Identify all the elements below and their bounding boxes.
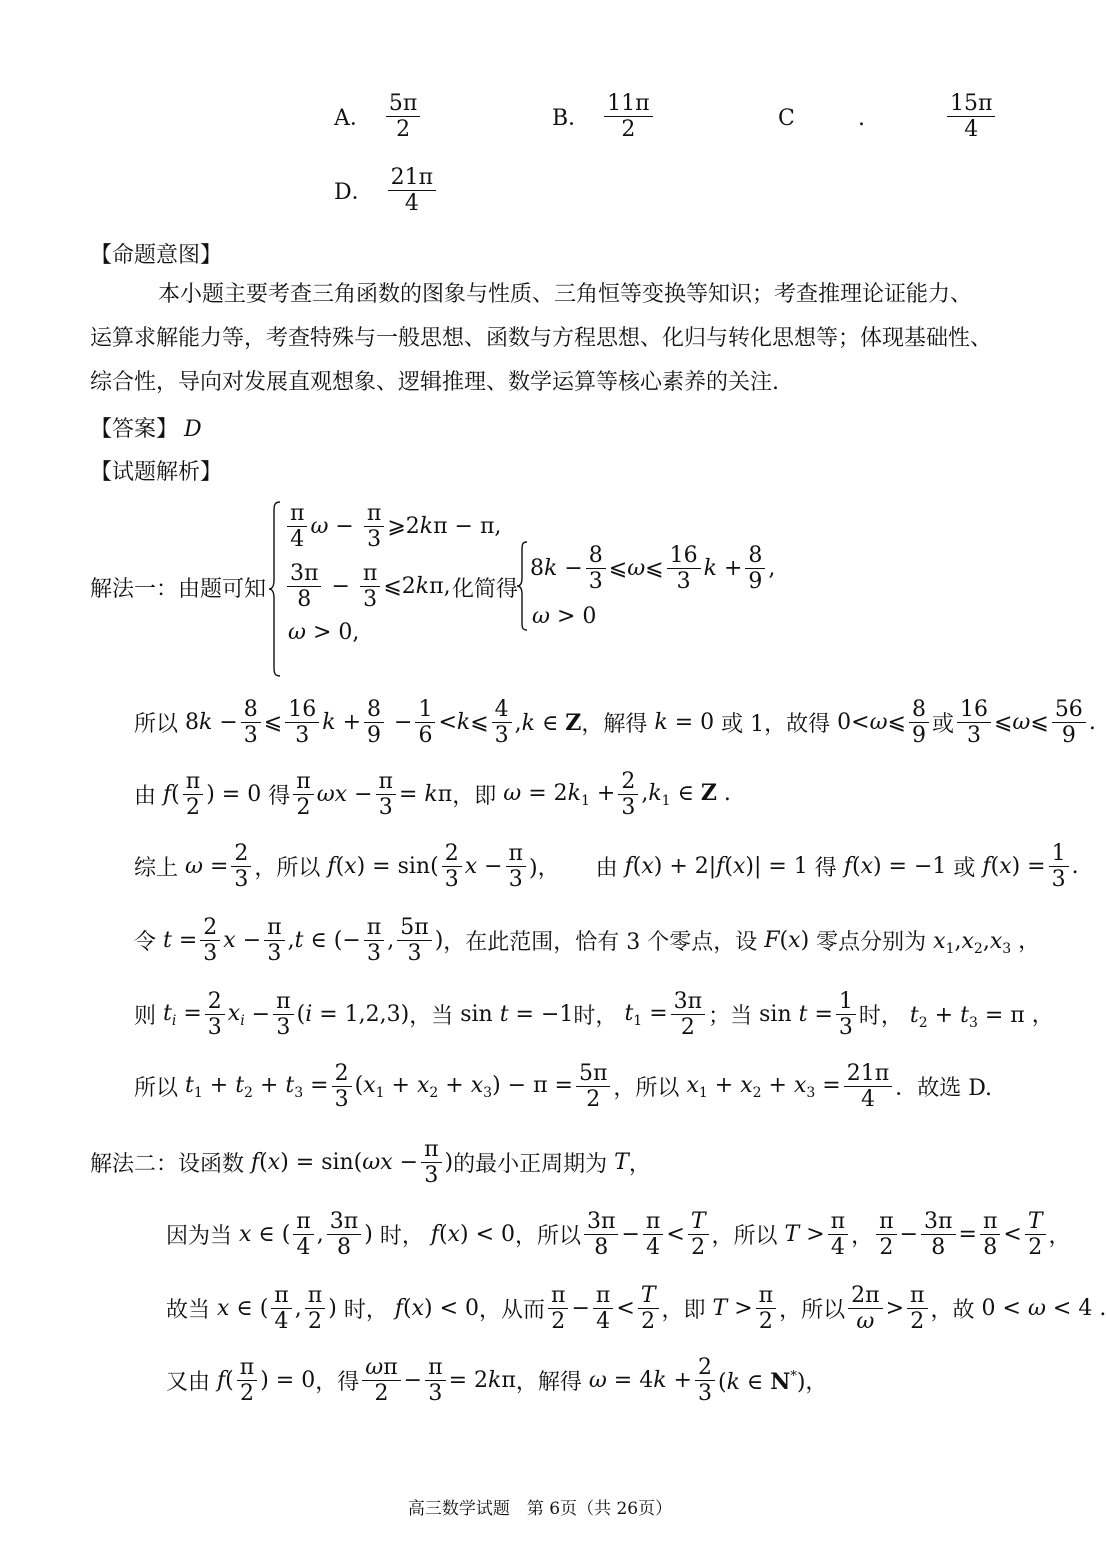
m1-l4-b: ，在此范围，恰有 3 个零点，设: [443, 930, 758, 956]
m2-p1-d: ，所以: [711, 1224, 778, 1250]
option-d: [334, 166, 439, 215]
m2-p1-a: 因为当: [166, 1224, 233, 1250]
m1-l1-d: 或: [931, 712, 954, 738]
m2-p2-d: ，即: [661, 1298, 706, 1324]
option-a-den: 2: [396, 117, 411, 143]
m1-line6: 所以 $t_1 + t_2 + t_3$ = $\frac{2}{3}$ $(x_1 + x_2 + x_3) - \pi$ = $\frac{5\pi}{2}$ ，所以 $x_1 + x_2 + x_3$ = $\frac{21\pi}{4}$ ．故选 D.: [134, 1061, 993, 1113]
system-eq2: $\frac{3\pi}{8}$ − $\frac{\pi}{3}$ ⩽2kπ,: [284, 562, 451, 611]
simplified-brace: [516, 540, 530, 632]
m2-p2-f: ，故: [930, 1298, 975, 1324]
simplify-label: 化简得: [452, 577, 519, 602]
system-eq1: $\frac{\pi}{4}$ ω − $\frac{\pi}{3}$ ⩾2kπ − π,: [284, 502, 501, 551]
m2-label: 解法二：设函数: [90, 1152, 245, 1178]
m1-line4: 令 t = $\frac{2}{3}$ x − $\frac{\pi}{3}$ ,t ∈ (− $\frac{\pi}{3}$ , $\frac{5\pi}{3}$ ) ，在此范围，恰有 3 个零点，设 F(x) 零点分别为 $x_1,x_2,x_3$ ，: [134, 915, 1041, 967]
m2-p1-c: ，所以: [515, 1224, 582, 1250]
m2-line0: 解法二：设函数 f(x) = sin(ωx − $\frac{\pi}{3}$ ) 的最小正周期为 T ，: [90, 1137, 651, 1189]
option-a-fraction: [386, 92, 420, 141]
option-a: [334, 92, 423, 141]
simplified-eq2: ω > 0: [532, 604, 597, 629]
m2-p2-a: 故当: [166, 1298, 211, 1324]
m2-p2-b: 时，: [343, 1298, 388, 1324]
option-b-num: 11π: [604, 92, 652, 117]
m1-l4-c: 零点分别为: [816, 930, 927, 956]
intent-line-1: 本小题主要考查三角函数的图象与性质、三角恒等变换等知识；考查推理论证能力、: [158, 282, 973, 307]
m1-l3-c: 由: [595, 856, 618, 882]
m2-p2-e: ，所以: [779, 1298, 846, 1324]
m1-l3-a: 综上: [134, 856, 179, 882]
m2-line1: 因为当 x ∈ ( $\frac{\pi}{4}$ , $\frac{3\pi}{8}$ ) 时， f(x) < 0 ，所以 $\frac{3\pi}{8}$ − $\frac{\pi}{4}$ < $\frac{T}{2}$ ，所以 T > $\frac{\pi}{4}$ ， $\frac{\pi}{2}$ − $\frac{3\pi}{8}$ = $\frac{\pi}{8}$ < $\frac{T}{2}$ ，: [166, 1209, 1071, 1261]
option-d-fraction: [388, 166, 436, 215]
option-d-num: 21π: [388, 166, 436, 191]
m2-label-tail: 的最小正周期为: [453, 1152, 608, 1178]
m1-l5-e: 时，: [858, 1004, 903, 1030]
m2-p3-a: 又由: [166, 1370, 211, 1396]
option-c: [944, 92, 998, 141]
m2-line3: 又由 f( $\frac{\pi}{2}$ ) = 0 ，得 $\frac{\omega\pi}{2}$ − $\frac{\pi}{3}$ = 2kπ ，解得 ω = 4k + $\frac{2}{3}$ (k ∈ N*)，: [166, 1355, 828, 1407]
analysis-header: 【试题解析】: [90, 460, 223, 485]
m1-l5-d: ；当: [708, 1004, 753, 1030]
intent-header: 【命题意图】: [90, 243, 223, 268]
m1-l4-a: 令: [134, 930, 157, 956]
answer-line: [90, 412, 202, 443]
m1-l2-b: 得: [268, 784, 291, 810]
answer-header: 【答案】: [90, 417, 179, 442]
option-d-den: 4: [404, 191, 419, 217]
m1-line3: 综上 ω = $\frac{2}{3}$ ，所以 f(x) = sin( $\frac{2}{3}$ x − $\frac{\pi}{3}$ )， 由 f(x) + 2|f(x)| = 1 得 f(x) = −1 或 f(x) = $\frac{1}{3}$ .: [134, 841, 1079, 893]
option-b-den: 2: [621, 117, 636, 143]
option-a-num: 5π: [386, 92, 420, 117]
option-b-label: B．: [552, 106, 591, 132]
m1-l3-e: 或: [953, 856, 976, 882]
simplified-eq1: 8k − $\frac{8}{3}$ ⩽ω⩽ $\frac{16}{3}$ k + $\frac{8}{9}$ ,: [530, 543, 776, 595]
m1-l1-a: 所以: [134, 712, 179, 738]
m2-p3-b: ，得: [315, 1370, 360, 1396]
m1-l6-b: ，所以: [613, 1076, 680, 1102]
intent-line-2: 运算求解能力等，考查特殊与一般思想、函数与方程思想、化归与转化思想等；体现基础性、: [90, 326, 993, 351]
m2-p1-b: 时，: [379, 1224, 424, 1250]
option-b-fraction: [604, 92, 652, 141]
option-c-fraction: [947, 92, 995, 141]
m1-l1-c: 或 1，故得: [721, 712, 831, 738]
m1-l5-c: 时，: [573, 1004, 618, 1030]
intent-line-3: 综合性，导向对发展直观想象、逻辑推理、数学运算等核心素养的关注.: [90, 370, 779, 395]
m2-p2-c: ，从而: [479, 1298, 546, 1324]
m1-l2-a: 由: [134, 784, 157, 810]
option-c-dot: .: [858, 106, 865, 131]
m2-line2: 故当 x ∈ ( $\frac{\pi}{4}$ , $\frac{\pi}{2}$ ) 时， f(x) < 0 ，从而 $\frac{\pi}{2}$ − $\frac{\pi}{4}$ < $\frac{T}{2}$ ，即 T > $\frac{\pi}{2}$ ，所以 $\frac{2\pi}{\omega}$ > $\frac{\pi}{2}$ ，故 0 < ω < 4 .: [166, 1283, 1106, 1335]
m2-p3-c: ，解得: [515, 1370, 582, 1396]
m1-l3-b: ，所以: [254, 856, 321, 882]
answer-value: D: [184, 417, 202, 442]
option-d-label: D．: [334, 180, 374, 206]
m1-l6-c: ．故选 D.: [895, 1076, 993, 1102]
option-a-label: A．: [334, 106, 372, 132]
m1-l2-c: ，即: [452, 784, 497, 810]
page-footer: 高三数学试题 第 6页（共 26页）: [407, 1499, 673, 1519]
option-b: [552, 92, 656, 141]
option-c-den: 4: [964, 117, 979, 143]
m1-l3-d: 得: [814, 856, 837, 882]
m1-line5: 则 $t_i$ = $\frac{2}{3}$ $x_i$ − $\frac{\pi}{3}$ (i = 1,2,3) ，当 sin t = −1 时， $t_1$ = $\frac{3\pi}{2}$ ；当 sin t = $\frac{1}{3}$ 时， $t_2 + t_3 = \pi$ ，: [134, 989, 1054, 1041]
system-eq3: ω > 0,: [288, 620, 360, 645]
m1-l5-b: ，当: [409, 1004, 454, 1030]
m1-l5-a: 则: [134, 1004, 157, 1030]
m1-l1-b: ，解得: [581, 712, 648, 738]
m1-line2: 由 f( $\frac{\pi}{2}$ ) = 0 得 $\frac{\pi}{2}$ ωx − $\frac{\pi}{3}$ = kπ ，即 $\omega = 2k_1$ + $\frac{2}{3}$ $,k_1$ ∈ Z .: [134, 769, 731, 821]
option-c-label: C: [778, 106, 795, 131]
m1-line1: 所以 8k − $\frac{8}{3}$ ⩽ $\frac{16}{3}$ k + $\frac{8}{9}$ − $\frac{1}{6}$ <k⩽ $\frac{4}{3}$ ,k ∈ Z ，解得 k = 0 或 1，故得 0<ω⩽ $\frac{8}{9}$ 或 $\frac{16}{3}$ ⩽ω⩽ $\frac{56}{9}$ .: [134, 697, 1096, 749]
system-brace-left: [268, 500, 284, 678]
method1-label: 解法一：由题可知: [90, 577, 267, 602]
m1-l6-a: 所以: [134, 1076, 179, 1102]
option-c-num: 15π: [947, 92, 995, 117]
